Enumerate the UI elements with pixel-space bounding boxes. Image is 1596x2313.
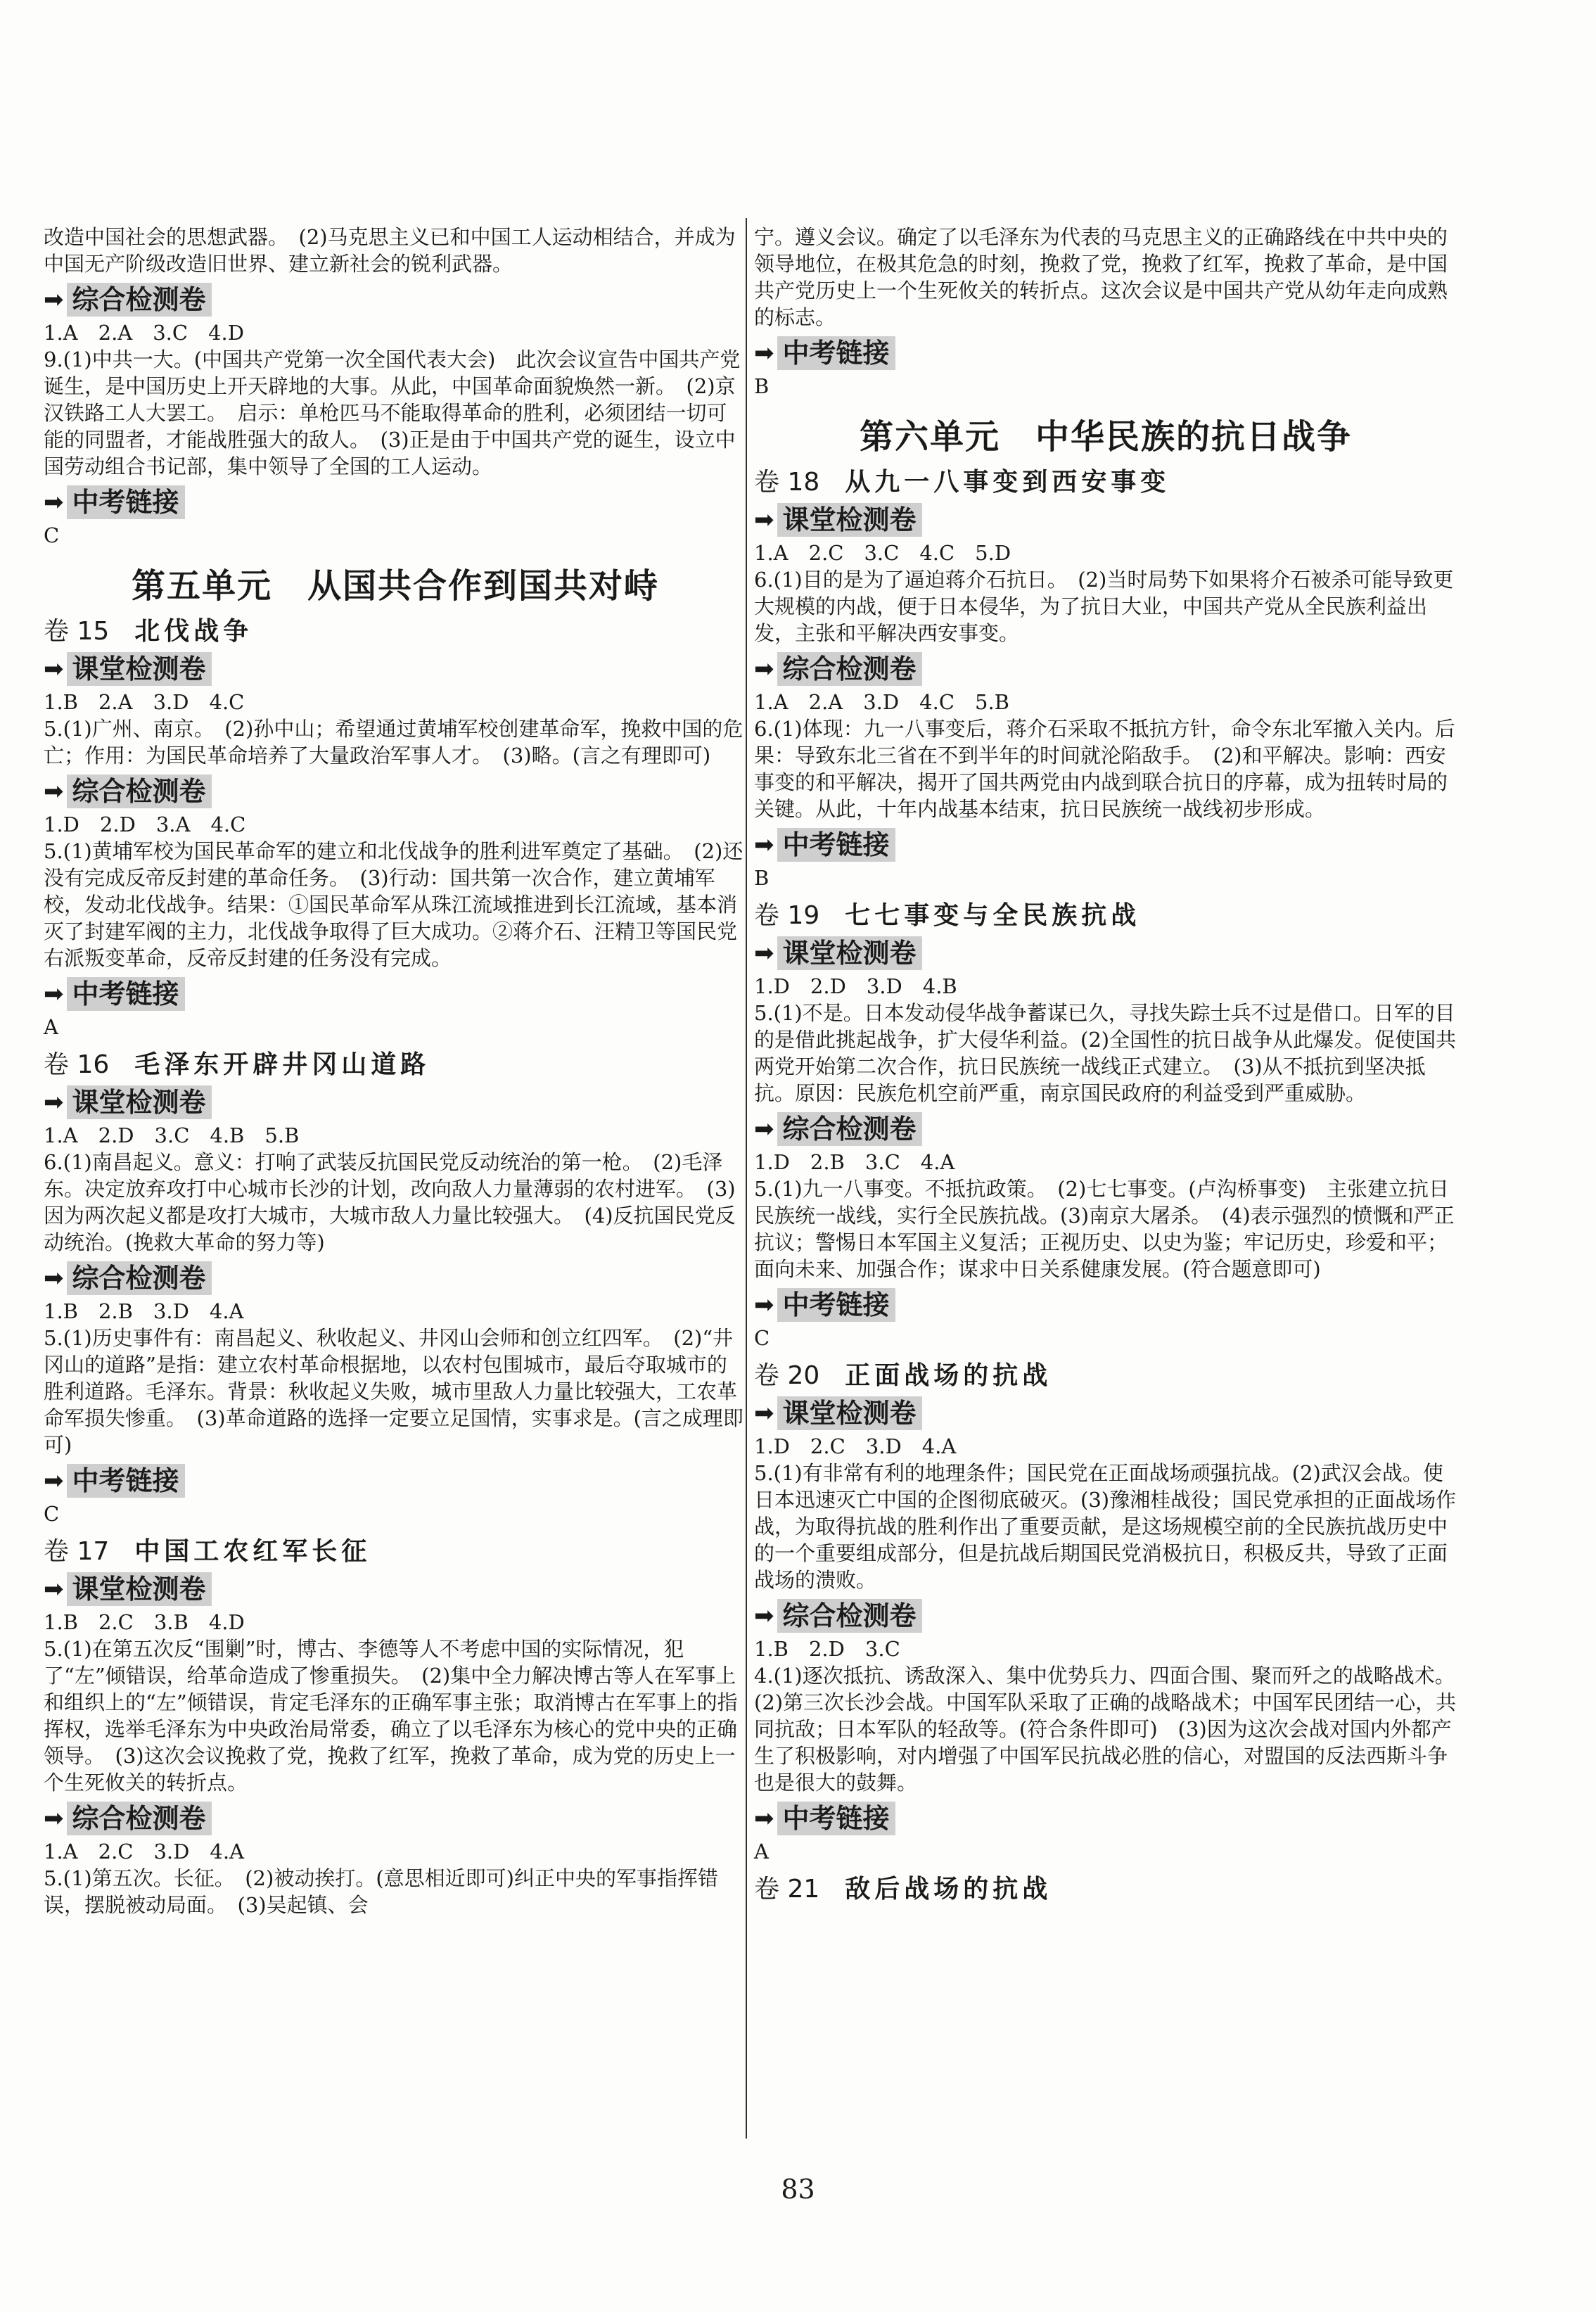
volume-heading: 卷 16 毛泽东开辟井冈山道路 <box>44 1050 430 1079</box>
section-header-zhongkao: ➡ 中考链接 <box>754 1799 1457 1838</box>
section-header-classroom: ➡ 课堂检测卷 <box>44 649 747 689</box>
section-header-classroom: ➡ 课堂检测卷 <box>44 1083 747 1122</box>
arrow-icon: ➡ <box>754 939 774 967</box>
arrow-icon: ➡ <box>44 1264 64 1292</box>
section-header-comprehensive: ➡ 综合检测卷 <box>754 1596 1457 1636</box>
page-number: 83 <box>781 2174 815 2205</box>
arrow-icon: ➡ <box>754 1291 774 1319</box>
arrow-icon: ➡ <box>754 1399 774 1427</box>
left-column <box>44 224 747 1918</box>
answer-line: B <box>754 374 770 398</box>
right-column <box>754 224 1466 1906</box>
volume-heading: 卷 21 敌后战场的抗战 <box>754 1874 1052 1904</box>
unit-title: 第六单元 中华民族的抗日战争 <box>859 417 1352 457</box>
paragraph: 9.(1)中共一大。(中国共产党第一次全国代表大会) 此次会议宣告中国共产党诞生，是中国历史上开天辟地的大事。从此，中国革命面貌焕然一新。 (2)京汉铁路工人大罢工。 启示：单枪匹马不能取得革命的胜利，必须团结一切可能的同盟者，才能战胜强大的敌人。 (3)正是由于中国共产党的诞生，设立中国劳动组合书记部，集中领导了全国的工人运动。 <box>44 348 741 478</box>
arrow-icon: ➡ <box>44 1804 64 1833</box>
section-header-zhongkao: ➡ 中考链接 <box>754 333 1457 373</box>
arrow-icon: ➡ <box>44 1467 64 1495</box>
section-header-comprehensive: ➡ 综合检测卷 <box>44 772 747 811</box>
paragraph: 5.(1)九一八事变。不抵抗政策。 (2)七七事变。(卢沟桥事变) 主张建立抗日民族统一战线，实行全民族抗战。(3)南京大屠杀。 (4)表示强烈的愤慨和严正抗议；警惕日本军国主义复活；正视历史、以史为鉴；牢记历史，珍爱和平；面向未来、加强合作；谋求中日关系健康发展。(符合题意即可) <box>754 1177 1455 1281</box>
section-header-classroom: ➡ 课堂检测卷 <box>754 500 1457 540</box>
section-header-comprehensive: ➡ 综合检测卷 <box>754 1109 1457 1149</box>
arrow-icon: ➡ <box>754 1115 774 1143</box>
answer-line: 1.A 2.A 3.D 4.C 5.B <box>754 690 1009 714</box>
arrow-icon: ➡ <box>44 777 64 805</box>
arrow-icon: ➡ <box>754 506 774 534</box>
answer-line: A <box>44 1015 58 1039</box>
answer-line: C <box>754 1326 770 1350</box>
arrow-icon: ➡ <box>44 1088 64 1116</box>
arrow-icon: ➡ <box>44 1575 64 1603</box>
answer-line: 1.B 2.B 3.D 4.A <box>44 1299 244 1323</box>
section-header-zhongkao: ➡ 中考链接 <box>44 974 747 1014</box>
arrow-icon: ➡ <box>754 831 774 859</box>
volume-heading: 卷 18 从九一八事变到西安事变 <box>754 467 1170 497</box>
volume-heading: 卷 20 正面战场的抗战 <box>754 1361 1052 1390</box>
answer-line: 1.B 2.A 3.D 4.C <box>44 690 245 714</box>
answer-line: 1.A 2.C 3.C 4.C 5.D <box>754 541 1011 565</box>
unit-title: 第五单元 从国共合作到国共对峙 <box>131 566 659 606</box>
answer-line: C <box>44 523 60 547</box>
section-header-comprehensive: ➡ 综合检测卷 <box>44 1259 747 1298</box>
section-header-classroom: ➡ 课堂检测卷 <box>44 1569 747 1609</box>
answer-line: 1.A 2.C 3.D 4.A <box>44 1840 245 1863</box>
answer-line: 1.A 2.D 3.C 4.B 5.B <box>44 1123 300 1147</box>
paragraph: 宁。遵义会议。确定了以毛泽东为代表的马克思主义的正确路线在中共中央的领导地位，在极其危急的时刻，挽救了党，挽救了红军，挽救了革命，是中国共产党历史上一个生死攸关的转折点。这次会议是中国共产党从幼年走向成熟的标志。 <box>754 225 1448 329</box>
volume-heading: 卷 17 中国工农红军长征 <box>44 1536 371 1566</box>
paragraph: 6.(1)目的是为了逼迫蒋介石抗日。 (2)当时局势下如果将介石被杀可能导致更大规模的内战，便于日本侵华，为了抗日大业，中国共产党从全民族利益出发，主张和平解决西安事变。 <box>754 568 1454 645</box>
section-header-classroom: ➡ 课堂检测卷 <box>754 934 1457 973</box>
answer-line: 1.B 2.C 3.B 4.D <box>44 1610 245 1634</box>
arrow-icon: ➡ <box>754 655 774 683</box>
paragraph: 5.(1)有非常有利的地理条件；国民党在正面战场顽强抗战。(2)武汉会战。使日本迅速灭亡中国的企图彻底破灭。(3)豫湘桂战役；国民党承担的正面战场作战，为取得抗战的胜利作出了重要贡献，是这场规模空前的全民族抗战历史中的一个重要组成部分，但是抗战后期国民党消极抗日，积极反共，导致了正面战场的溃败。 <box>754 1461 1457 1592</box>
arrow-icon: ➡ <box>754 1602 774 1630</box>
paragraph: 5.(1)在第五次反“围剿”时，博古、李德等人不考虑中国的实际情况，犯了“左”倾错误，给革命造成了惨重损失。 (2)集中全力解决博古等人在军事上和组织上的“左”倾错误，肯定毛泽东的正确军事主张；取消博古在军事上的指挥权，选举毛泽东为中央政治局常委，确立了以毛泽东为核心的党中央的正确领导。 (3)这次会议挽救了党，挽救了红军，挽救了革命，成为党的历史上一个生死攸关的转折点。 <box>44 1637 738 1795</box>
section-header-comprehensive: ➡ 综合检测卷 <box>44 280 747 319</box>
arrow-icon: ➡ <box>44 488 64 516</box>
paragraph: 5.(1)历史事件有：南昌起义、秋收起义、井冈山会师和创立红四军。 (2)“井冈山的道路”是指：建立农村革命根据地，以农村包围城市，最后夺取城市的胜利道路。毛泽东。背景：秋收起义失败，城市里敌人力量比较强大，工农革命军损失惨重。 (3)革命道路的选择一定要立足国情，实事求是。(言之成理即可) <box>44 1326 743 1457</box>
volume-heading: 卷 15 北伐战争 <box>44 616 253 646</box>
section-header-zhongkao: ➡ 中考链接 <box>44 483 747 522</box>
section-header-zhongkao: ➡ 中考链接 <box>44 1461 747 1500</box>
answer-line: 1.D 2.D 3.A 4.C <box>44 813 246 836</box>
answer-line: 1.D 2.B 3.C 4.A <box>754 1150 955 1174</box>
answer-line: C <box>44 1502 60 1526</box>
paragraph: 5.(1)不是。日本发动侵华战争蓄谋已久，寻找失踪士兵不过是借口。日军的目的是借此挑起战争，扩大侵华利益。(2)全国性的抗日战争从此爆发。促使国共两党开始第二次合作，抗日民族统一战线正式建立。 (3)从不抵抗到坚决抵抗。原因：民族危机空前严重，南京国民政府的利益受到严重威胁。 <box>754 1001 1457 1105</box>
arrow-icon: ➡ <box>44 980 64 1008</box>
section-header-zhongkao: ➡ 中考链接 <box>754 825 1457 865</box>
section-header-comprehensive: ➡ 综合检测卷 <box>754 649 1457 689</box>
arrow-icon: ➡ <box>44 655 64 683</box>
paragraph: 5.(1)第五次。长征。 (2)被动挨打。(意思相近即可)纠正中央的军事指挥错误，摆脱被动局面。 (3)吴起镇、会 <box>44 1866 718 1917</box>
section-header-zhongkao: ➡ 中考链接 <box>754 1285 1457 1325</box>
answer-line: 1.D 2.D 3.D 4.B <box>754 974 957 998</box>
answer-line: 1.A 2.A 3.C 4.D <box>44 321 245 345</box>
answer-line: A <box>754 1840 769 1863</box>
volume-heading: 卷 19 七七事变与全民族抗战 <box>754 900 1141 930</box>
paragraph: 改造中国社会的思想武器。 (2)马克思主义已和中国工人运动相结合，并成为中国无产阶级改造旧世界、建立新社会的锐利武器。 <box>44 225 736 276</box>
answer-line: 1.D 2.C 3.D 4.A <box>754 1434 957 1458</box>
arrow-icon: ➡ <box>44 286 64 314</box>
arrow-icon: ➡ <box>754 1804 774 1833</box>
answer-line: B <box>754 866 770 890</box>
section-header-comprehensive: ➡ 综合检测卷 <box>44 1799 747 1838</box>
paragraph: 5.(1)广州、南京。 (2)孙中山；希望通过黄埔军校创建革命军，挽救中国的危亡；作用：为国民革命培养了大量政治军事人才。 (3)略。(言之有理即可) <box>44 717 743 767</box>
paragraph: 4.(1)逐次抵抗、诱敌深入、集中优势兵力、四面合围、聚而歼之的战略战术。 (2)第三次长沙会战。中国军队采取了正确的战略战术；中国军民团结一心，共同抗敌；日本军队的轻敌等。(符合条件即可) (3)因为这次会战对国内外都产生了积极影响，对内增强了中国军民抗战必胜的信心，对盟国的反法西斯斗争也是很大的鼓舞。 <box>754 1664 1466 1795</box>
section-header-classroom: ➡ 课堂检测卷 <box>754 1394 1457 1433</box>
arrow-icon: ➡ <box>754 339 774 367</box>
answer-line: 1.B 2.D 3.C <box>754 1637 900 1661</box>
paragraph: 6.(1)体现：九一八事变后，蒋介石采取不抵抗方针，命令东北军撤入关内。后果：导致东北三省在不到半年的时间就沦陷敌手。 (2)和平解决。影响：西安事变的和平解决，揭开了国共两党由内战到联合抗日的序幕，成为扭转时局的关键。从此，十年内战基本结束，抗日民族统一战线初步形成。 <box>754 717 1455 821</box>
paragraph: 5.(1)黄埔军校为国民革命军的建立和北伐战争的胜利进军奠定了基础。 (2)还没有完成反帝反封建的革命任务。 (3)行动：国共第一次合作，建立黄埔军校，发动北伐战争。结果：①国民革命军从珠江流域推进到长江流域，基本消灭了封建军阀的主力，北伐战争取得了巨大成功。②蒋介石、汪精卫等国民党右派叛变革命，反帝反封建的任务没有完成。 <box>44 839 743 970</box>
paragraph: 6.(1)南昌起义。意义：打响了武装反抗国民党反动统治的第一枪。 (2)毛泽东。决定放弃攻打中心城市长沙的计划，改向敌人力量薄弱的农村进军。 (3)因为两次起义都是攻打大城市，大城市敌人力量比较强大。 (4)反抗国民党反动统治。(挽救大革命的努力等) <box>44 1150 736 1254</box>
